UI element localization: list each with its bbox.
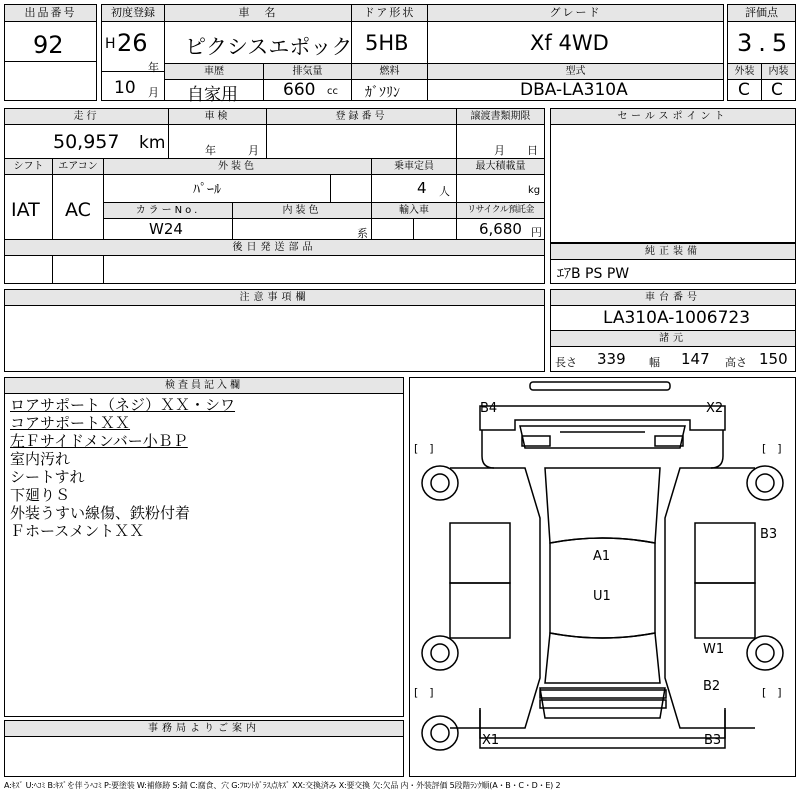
- inspector-note: ＦホースメントＸＸ: [10, 522, 145, 540]
- seats: 4: [417, 179, 427, 197]
- transfer-label: 譲渡書類期限: [456, 109, 544, 125]
- mileage-unit: km: [139, 133, 166, 153]
- exterior-label: 外装: [728, 64, 761, 80]
- equipment-box: [550, 243, 796, 284]
- inspector-notes: [10, 396, 235, 540]
- notes-box: [4, 289, 545, 372]
- month-unit: 月: [148, 86, 159, 99]
- exterior-grade: C: [738, 80, 750, 100]
- damage-mark: X1: [482, 733, 500, 748]
- dims-label: 諸元: [551, 331, 795, 347]
- seats-unit: 人: [439, 185, 450, 198]
- lot-number: 92: [33, 31, 64, 59]
- bracket-mark: [ ]: [762, 686, 782, 699]
- inspector-note: ロアサポート（ネジ）ＸＸ・シワ: [10, 396, 236, 414]
- month: 10: [114, 78, 136, 98]
- transfer-month-unit: 月: [494, 144, 505, 157]
- width: 147: [681, 350, 710, 368]
- grade-label: グレード: [427, 5, 723, 22]
- legend: A:ｷｽﾞ U:ﾍｺﾐ B:ｷｽﾞを伴うﾍｺﾐ P:要塗装 W:補修跡 S:錆 C:腐食、穴 G:ﾌﾛﾝﾄｶﾞﾗｽ点ｷｽﾞ XX:交換済み X:要交換 欠:欠品 内・外装評価 5段階ﾗﾝｸ順(A・B・C・D・E) 2: [4, 781, 561, 790]
- model: DBA-LA310A: [520, 80, 628, 100]
- inspection-label: 車検: [168, 109, 266, 125]
- inspector-note: シートすれ: [10, 468, 85, 486]
- shift: IAT: [11, 199, 40, 221]
- inspector-note: 下廻りＳ: [10, 486, 71, 504]
- model-label: 型式: [427, 64, 723, 80]
- inspector-label: 検査員記入欄: [5, 378, 403, 394]
- interior-grade: C: [771, 80, 783, 100]
- color-no-label: カラーNo.: [104, 203, 232, 219]
- damage-mark: X2: [706, 401, 724, 416]
- exterior-color: ﾊﾟｰﾙ: [193, 182, 221, 198]
- ac-label: エアコン: [52, 159, 103, 175]
- displacement-label: 排気量: [263, 64, 351, 80]
- damage-mark: A1: [593, 549, 611, 564]
- car-diagram: [409, 377, 796, 777]
- damage-mark: U1: [593, 589, 611, 604]
- sales-point-box: [550, 108, 796, 243]
- shift-label: シフト: [5, 159, 52, 175]
- inspector-note: 左Ｆサイドメンバー小ＢＰ: [10, 432, 188, 450]
- chassis-number: LA310A-1006723: [603, 308, 751, 328]
- load-unit: kg: [528, 185, 541, 196]
- year: 26: [117, 29, 148, 57]
- lot-number-box: [4, 4, 97, 101]
- transfer-day-unit: 日: [527, 144, 538, 157]
- history: 自家用: [187, 85, 238, 105]
- mileage: 50,957: [53, 131, 120, 153]
- score-box: [727, 4, 796, 101]
- fuel: ｶﾞｿﾘﾝ: [365, 85, 400, 101]
- bracket-mark: [ ]: [414, 442, 434, 455]
- import-label: 輸入車: [371, 203, 456, 219]
- interior-color-unit: 系: [357, 227, 368, 240]
- plate-label: 登録番号: [266, 109, 456, 125]
- bracket-mark: [ ]: [414, 686, 434, 699]
- inspection-year-unit: 年: [205, 144, 216, 157]
- lot-number-label: 出品番号: [5, 5, 96, 22]
- door-type: 5HB: [365, 31, 409, 55]
- inspector-note: コアサポートＸＸ: [10, 414, 131, 432]
- color-number: W24: [149, 220, 183, 238]
- history-label: 車歴: [165, 64, 263, 80]
- name-label: 車 名: [165, 5, 351, 22]
- length: 339: [597, 350, 626, 368]
- first-registration-label: 初度登録: [102, 5, 164, 22]
- damage-mark: B3: [704, 733, 722, 748]
- equipment-value: ｴｱB PS PW: [557, 266, 630, 282]
- notes-label: 注意事項欄: [5, 290, 544, 306]
- interior-label: 内装: [761, 64, 795, 80]
- door-label: ドア形状: [351, 5, 427, 22]
- grade: Xf 4WD: [530, 31, 609, 55]
- inspector-note: 室内汚れ: [10, 450, 71, 468]
- score-label: 評価点: [728, 5, 795, 22]
- inspection-month-unit: 月: [248, 144, 259, 157]
- sales-point-label: セールスポイント: [551, 109, 795, 125]
- year-unit: 年: [148, 61, 159, 74]
- recycle-label: リサイクル預託金: [456, 203, 544, 219]
- displacement-unit: cc: [327, 86, 338, 97]
- fuel-label: 燃料: [351, 64, 427, 80]
- damage-mark: B2: [703, 679, 721, 694]
- specs-box: [4, 108, 545, 284]
- height-label: 高さ: [725, 356, 747, 369]
- office-label: 事務局よりご案内: [5, 721, 403, 737]
- inspector-note: 外装うすい線傷、鉄粉付着: [10, 504, 191, 522]
- equipment-label: 純正装備: [551, 244, 795, 260]
- seats-label: 乗車定員: [371, 159, 456, 175]
- bracket-mark: [ ]: [762, 442, 782, 455]
- height: 150: [759, 350, 788, 368]
- office-box: [4, 720, 404, 777]
- car-outline: [410, 378, 795, 776]
- first-registration-box: [101, 4, 165, 101]
- later-parts-label: 後日発送部品: [5, 240, 544, 256]
- recycle-unit: 円: [531, 226, 542, 239]
- chassis-box: [550, 289, 796, 372]
- mileage-label: 走行: [5, 109, 168, 125]
- damage-mark: W1: [703, 642, 725, 657]
- displacement: 660: [283, 80, 316, 100]
- vehicle-info-box: [164, 4, 724, 105]
- width-label: 幅: [649, 356, 660, 369]
- ac: AC: [65, 199, 91, 221]
- chassis-label: 車台番号: [551, 290, 795, 306]
- length-label: 長さ: [555, 356, 577, 369]
- interior-color-label: 内装色: [232, 203, 371, 219]
- color-label: 外装色: [103, 159, 371, 175]
- damage-mark: B4: [480, 401, 498, 416]
- damage-mark: B3: [760, 527, 778, 542]
- recycle-fee: 6,680: [479, 220, 522, 238]
- load-label: 最大積載量: [456, 159, 544, 175]
- score: 3.5: [737, 29, 794, 57]
- era: H: [105, 36, 116, 52]
- inspector-box: [4, 377, 404, 717]
- vehicle-name: ピクシスエポック: [185, 35, 353, 59]
